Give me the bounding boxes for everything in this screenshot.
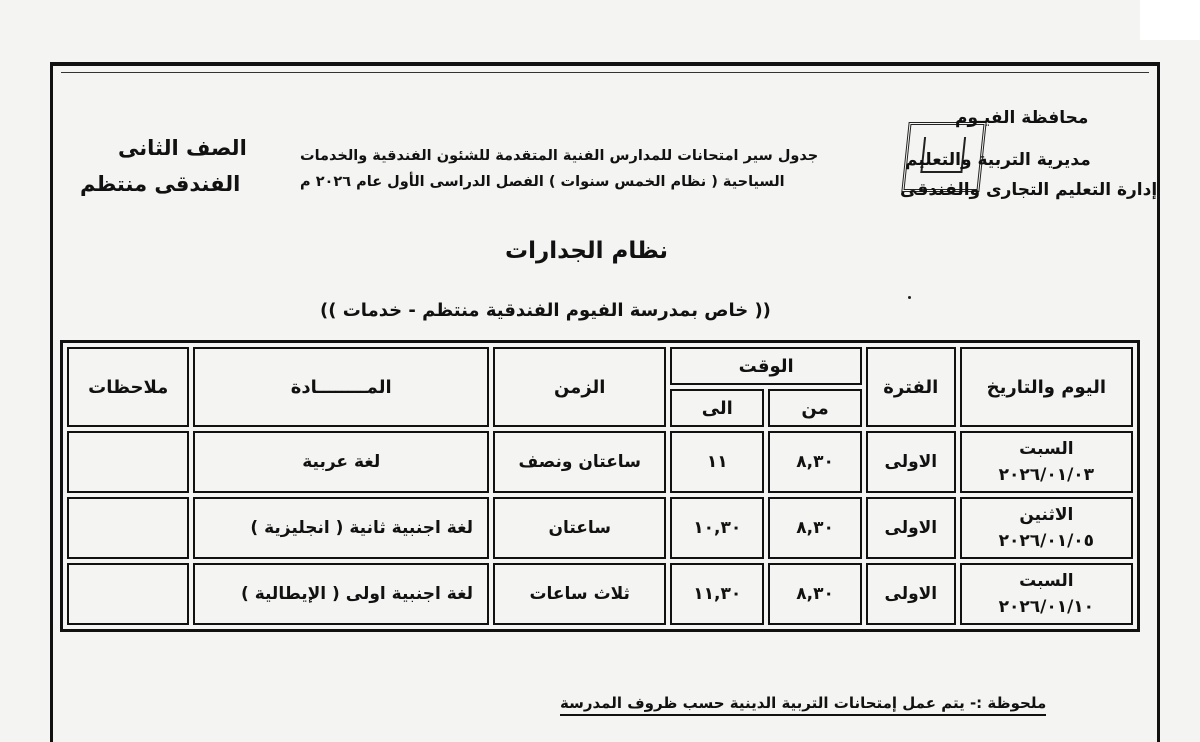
to-cell: ١٠,٣٠ [670,497,764,559]
from-cell: ٨,٣٠ [768,431,862,493]
header-duration: الزمن [493,347,666,427]
period-cell: الاولى [866,431,956,493]
header-period: الفترة [866,347,956,427]
directorate-name: مديرية التربية والتعليم [905,150,1091,170]
table-row [67,497,1133,559]
table-row [67,431,1133,493]
exam-schedule-table [60,340,1140,632]
day-name: الاثنين [1019,505,1074,525]
day-name: السبت [1019,439,1074,459]
subject-cell: لغة عربية [193,431,489,493]
track-label: الفندقى منتظم [80,172,241,196]
notes-cell [67,563,189,625]
duration-cell: ساعتان [493,497,666,559]
from-cell: ٨,٣٠ [768,497,862,559]
period-cell: الاولى [866,563,956,625]
notes-cell [67,431,189,493]
administration-name: إدارة التعليم التجارى والفندقى [900,180,1158,200]
page-corner [1140,0,1200,40]
header-subject: المــــــــادة [193,347,489,427]
day-date-cell [960,431,1133,493]
exam-date: ٢٠٢٦/٠١/٠٥ [998,531,1095,551]
header-notes: ملاحظات [67,347,189,427]
schedule-title-line2: السياحية ( نظام الخمس سنوات ) الفصل الدراسى الأول عام ٢٠٢٦ م [300,174,785,190]
schedule-title-line1: جدول سير امتحانات للمدارس الفنية المتقدمة للشئون الفندقية والخدمات [300,148,819,164]
grade-label: الصف الثانى [118,136,247,160]
header-from: من [768,389,862,427]
to-cell: ١١ [670,431,764,493]
from-cell: ٨,٣٠ [768,563,862,625]
notes-cell [67,497,189,559]
exam-date: ٢٠٢٦/٠١/١٠ [998,597,1095,617]
speck [908,296,911,299]
system-title: نظام الجدارات [505,238,669,264]
duration-cell: ثلاث ساعات [493,563,666,625]
school-line: (( خاص بمدرسة الفيوم الفندقية منتظم - خدمات )) [320,300,771,321]
day-date-cell [960,563,1133,625]
day-name: السبت [1019,571,1074,591]
subject-cell: لغة اجنبية اولى ( الإيطالية ) [193,563,489,625]
period-cell: الاولى [866,497,956,559]
subject-cell: لغة اجنبية ثانية ( انجليزية ) [193,497,489,559]
table-row [67,563,1133,625]
duration-cell: ساعتان ونصف [493,431,666,493]
exam-date: ٢٠٢٦/٠١/٠٣ [998,465,1095,485]
day-date-cell [960,497,1133,559]
governorate-name: محافظة الفيـوم [955,108,1089,128]
header-time: الوقت [670,347,862,385]
footer-note: ملحوظة :- يتم عمل إمتحانات التربية الدينية حسب ظروف المدرسة [560,694,1046,716]
header-day-date: اليوم والتاريخ [960,347,1133,427]
inner-rule [61,72,1149,73]
header-to: الى [670,389,764,427]
to-cell: ١١,٣٠ [670,563,764,625]
